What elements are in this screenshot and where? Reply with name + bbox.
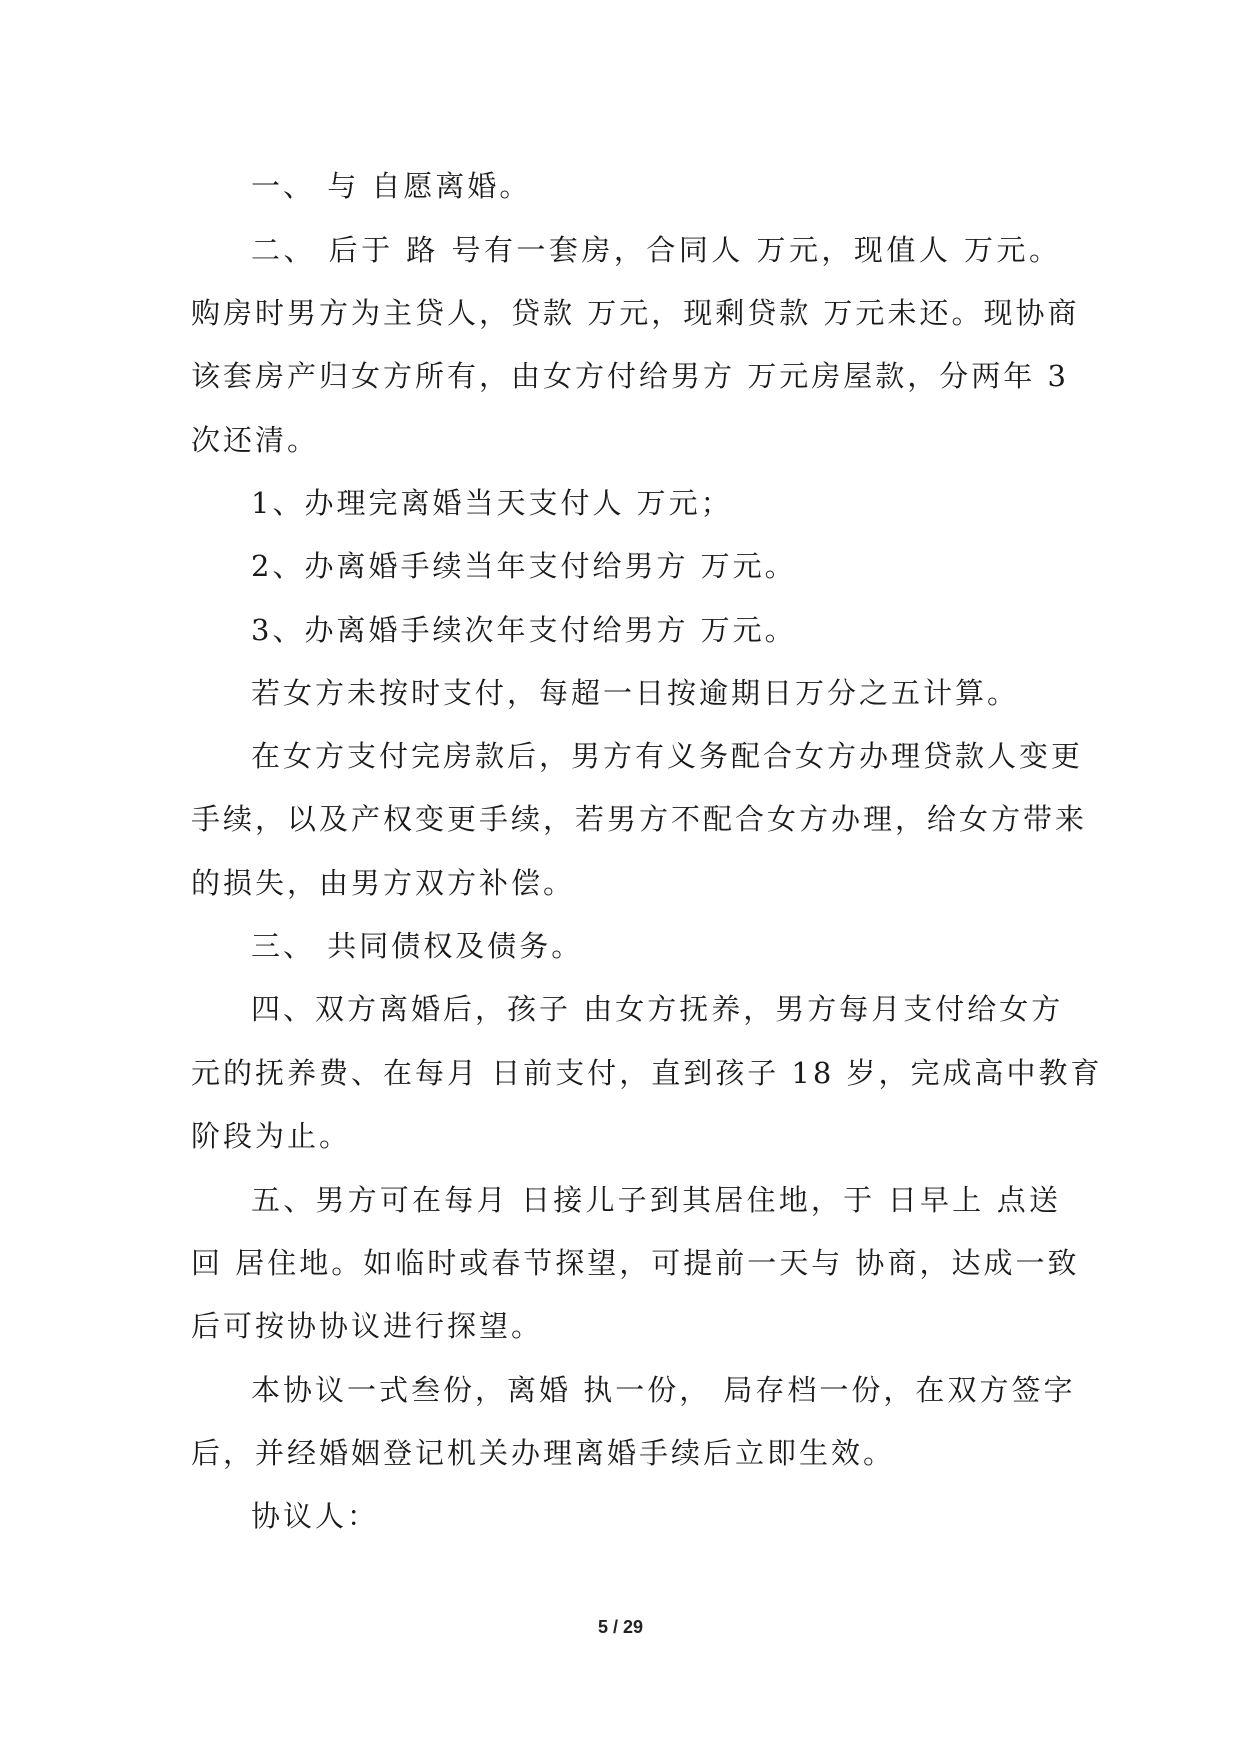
transfer-clause-line-3: 的损失，由男方双方补偿。 [191,866,576,900]
clause-4-line-2: 元的抚养费、在每月 日前支付，直到孩子 18 岁，完成高中教育 [191,1056,1103,1090]
clause-5-line-1: 五、男方可在每月 日接儿子到其居住地，于 日早上 点送 [251,1183,1061,1217]
copies-clause-line-2: 后，并经婚姻登记机关办理离婚手续后立即生效。 [191,1436,896,1470]
clause-5-line-3: 后可按协协议进行探望。 [191,1309,544,1343]
payment-item-3: 3、办离婚手续次年支付给男方 万元。 [251,613,797,647]
copies-clause-line-1: 本协议一式叁份，离婚 执一份， 局存档一份，在双方签字 [251,1373,1076,1407]
clause-2-line-1: 二、 后于 路 号有一套房，合同人 万元，现值人 万元。 [251,233,1061,267]
clause-1: 一、 与 自愿离婚。 [251,169,532,203]
clause-3: 三、 共同债权及债务。 [251,929,584,963]
clause-2-line-3: 该套房产归女方所有，由女方付给男方 万元房屋款，分两年 3 [191,359,1069,393]
clause-5-line-2: 回 居住地。如临时或春节探望，可提前一天与 协商，达成一致 [191,1246,1080,1280]
late-payment-clause: 若女方未按时支付，每超一日按逾期日万分之五计算。 [251,676,1020,710]
payment-item-1: 1、办理完离婚当天支付人 万元； [251,486,733,520]
payment-item-2: 2、办离婚手续当年支付给男方 万元。 [251,549,797,583]
clause-4-line-1: 四、双方离婚后，孩子 由女方抚养，男方每月支付给女方 [251,992,1064,1026]
page-number: 5 / 29 [597,1617,644,1637]
clause-4-line-3: 阶段为止。 [191,1119,352,1153]
clause-2-line-4: 次还清。 [191,423,320,457]
signatories-label: 协议人： [251,1499,380,1533]
transfer-clause-line-2: 手续，以及产权变更手续，若男方不配合女方办理，给女方带来 [191,802,1088,836]
transfer-clause-line-1: 在女方支付完房款后，男方有义务配合女方办理贷款人变更 [251,739,1084,773]
clause-2-line-2: 购房时男方为主贷人，贷款 万元，现剩贷款 万元未还。现协商 [191,296,1080,330]
